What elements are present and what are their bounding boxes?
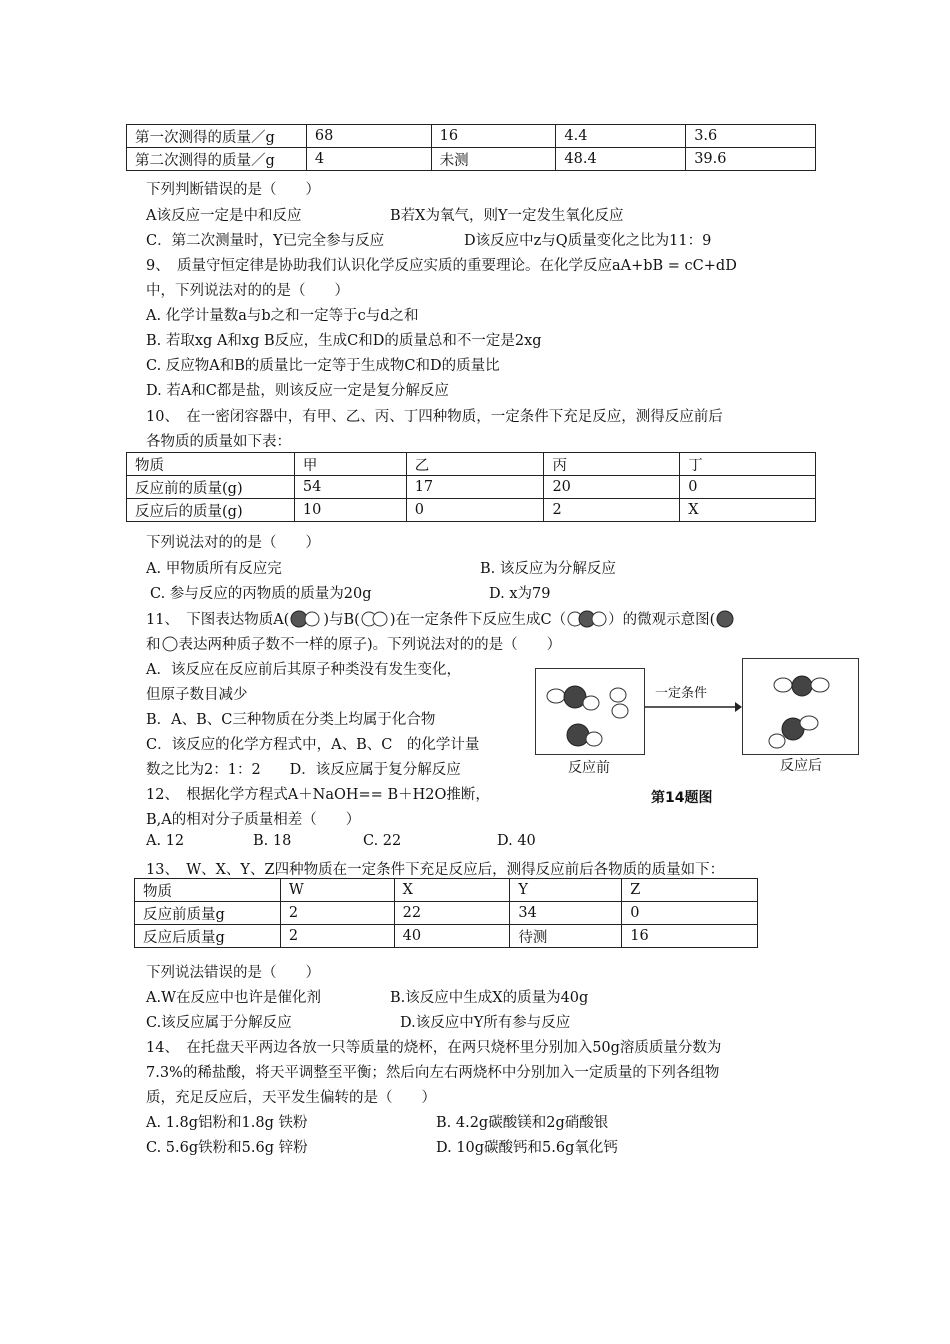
table-cell: 丙 (544, 453, 680, 476)
top-mass-table (126, 124, 816, 171)
before-box (535, 668, 645, 755)
table-cell: 反应前质量g (135, 902, 281, 925)
molecule-b-icon (360, 610, 390, 628)
table-cell: 16 (431, 125, 556, 148)
table-cell: 2 (544, 499, 680, 522)
q13-option-a: A.W在反应中也许是催化剂 (146, 990, 321, 1006)
before-molecules (536, 669, 644, 754)
q10-line1: 10、 在一密闭容器中，有甲、乙、丙、丁四种物质，一定条件下充足反应，测得反应前后 (146, 409, 723, 425)
table-cell: 未测 (431, 148, 556, 171)
q11-text-c: )在一定条件下反应生成C（ (389, 612, 567, 628)
table-cell: 4 (306, 148, 431, 171)
table-cell: 0 (680, 476, 816, 499)
q9-option-c: C. 反应物A和B的质量比一定等于生成物C和D的质量比 (146, 358, 500, 374)
q13-mass-table (134, 878, 758, 948)
q8-option-c: C．第二次测量时，Y已完全参与反应 (146, 233, 385, 249)
table-cell: 34 (510, 902, 622, 925)
q14-option-b: B. 4.2g碳酸镁和2g硝酸银 (436, 1115, 609, 1131)
q8-option-b: B若X为氧气，则Y一定发生氧化反应 (390, 208, 624, 224)
table-cell: 40 (394, 925, 510, 948)
table-cell: 54 (294, 476, 406, 499)
table-cell: 4.4 (556, 125, 686, 148)
molecule-c-icon (566, 610, 608, 628)
table-cell: 0 (406, 499, 544, 522)
q10-option-b: B. 该反应为分解反应 (480, 561, 616, 577)
table-cell: 17 (406, 476, 544, 499)
q10-option-d: D. x为79 (489, 586, 551, 602)
table-row (135, 925, 758, 948)
condition-label: 一定条件 (655, 686, 708, 701)
q11-text-f: 表达两种质子数不一样的原子)。下列说法对的的是（ ） (178, 637, 562, 653)
table-cell: 反应前的质量(g) (127, 476, 295, 499)
q14-line2: 7.3%的稀盐酸，将天平调整至平衡；然后向左右两烧杯中分别加入一定质量的下列各组物 (146, 1065, 720, 1081)
table-cell: 反应后质量g (135, 925, 281, 948)
q11-text-b: )与B( (323, 612, 360, 628)
table-cell: 第一次测得的质量／g (127, 125, 307, 148)
table-row (135, 879, 758, 902)
molecule-a-icon (289, 610, 323, 628)
q11-option-b: B．A、B、C三种物质在分类上均属于化合物 (146, 712, 436, 728)
table-cell: 反应后的质量(g) (127, 499, 295, 522)
q10-mass-table (126, 452, 816, 522)
table-cell: 48.4 (556, 148, 686, 171)
q14-line3: 质，充足反应后，天平发生偏转的是（ ） (146, 1090, 436, 1106)
q10-option-c: C. 参与反应的丙物质的质量为20g (150, 586, 372, 602)
q8-option-a: A该反应一定是中和反应 (146, 208, 302, 224)
q9-option-d: D. 若A和C都是盐，则该反应一定是复分解反应 (146, 383, 449, 399)
q10-stem: 下列说法对的的是（ ） (146, 535, 320, 551)
figure-caption: 第14题图 (651, 790, 713, 806)
q11-text-a: 11、 下图表达物质A( (146, 612, 290, 628)
q9-line2: 中，下列说法对的的是（ ） (146, 283, 349, 299)
table-cell: 甲 (294, 453, 406, 476)
q12-line2: B,A的相对分子质量相差（ ） (146, 812, 361, 828)
q8-stem: 下列判断错误的是（ ） (146, 182, 320, 198)
q12-line1: 12、 根据化学方程式A＋NaOH== B＋H2O推断， (146, 787, 490, 803)
q13-option-c: C.该反应属于分解反应 (146, 1015, 292, 1031)
table-cell: 乙 (406, 453, 544, 476)
table-cell: 第二次测得的质量／g (127, 148, 307, 171)
after-molecules (743, 659, 858, 754)
table-cell: 68 (306, 125, 431, 148)
before-label: 反应前 (568, 760, 610, 776)
q13-stem: 下列说法错误的是（ ） (146, 965, 320, 981)
table-cell: W (280, 879, 394, 902)
q11-line2 (146, 633, 561, 654)
table-cell: Z (622, 879, 758, 902)
after-box (742, 658, 859, 755)
q11-option-c-line1: C．该反应的化学方程式中，A、B、C 的化学计量 (146, 737, 480, 753)
q13-option-b: B.该反应中生成X的质量为40g (390, 990, 589, 1006)
table-cell: X (394, 879, 510, 902)
table-cell: 丁 (680, 453, 816, 476)
after-label: 反应后 (780, 758, 822, 774)
table-cell: 物质 (135, 879, 281, 902)
table-row (127, 453, 816, 476)
q11-line1 (146, 608, 735, 629)
q9-line1: 9、 质量守恒定律是协助我们认识化学反应实质的重要理论。在化学反应aA+bB = cC+dD (146, 258, 737, 274)
q13-option-d: D.该反应中Y所有参与反应 (400, 1015, 571, 1031)
table-cell: 22 (394, 902, 510, 925)
q8-option-d: D该反应中z与Q质量变化之比为11：9 (464, 233, 712, 249)
table-cell: 物质 (127, 453, 295, 476)
table-cell: 3.6 (686, 125, 816, 148)
q12-option-d: D. 40 (497, 833, 536, 849)
q10-line2: 各物质的质量如下表： (146, 434, 291, 450)
q11-option-a-line2: 但原子数目减少 (146, 687, 248, 703)
table-cell: 0 (622, 902, 758, 925)
table-row (135, 902, 758, 925)
table-cell: Y (510, 879, 622, 902)
light-atom-icon (161, 635, 179, 653)
table-cell: 20 (544, 476, 680, 499)
q11-option-a-line1: A．该反应在反应前后其原子种类没有发生变化， (146, 662, 461, 678)
table-row (127, 125, 816, 148)
table-row (127, 148, 816, 171)
q9-option-a: A. 化学计量数a与b之和一定等于c与d之和 (146, 308, 419, 324)
q12-option-a: A. 12 (146, 833, 185, 849)
q11-text-d: ）的微观示意图( (608, 612, 716, 628)
dark-atom-icon (715, 609, 735, 629)
q9-option-b: B. 若取xg A和xg B反应，生成C和D的质量总和不一定是2xg (146, 333, 542, 349)
q12-option-c: C. 22 (363, 833, 402, 849)
q14-option-a: A. 1.8g铝粉和1.8g 铁粉 (146, 1115, 308, 1131)
table-cell: 待测 (510, 925, 622, 948)
q12-option-b: B. 18 (253, 833, 292, 849)
table-row (127, 499, 816, 522)
table-cell: 2 (280, 925, 394, 948)
arrow-icon (643, 700, 743, 714)
q14-line1: 14、 在托盘天平两边各放一只等质量的烧杯，在两只烧杯里分别加入50g溶质质量分数为 (146, 1040, 722, 1056)
q13-line1: 13、 W、X、Y、Z四种物质在一定条件下充足反应后，测得反应前后各物质的质量如下： (146, 862, 725, 878)
q14-option-c: C. 5.6g铁粉和5.6g 锌粉 (146, 1140, 308, 1156)
table-cell: 2 (280, 902, 394, 925)
q10-option-a: A. 甲物质所有反应完 (146, 561, 282, 577)
table-row (127, 476, 816, 499)
table-cell: X (680, 499, 816, 522)
table-cell: 16 (622, 925, 758, 948)
table-cell: 10 (294, 499, 406, 522)
q14-option-d: D. 10g碳酸钙和5.6g氧化钙 (436, 1140, 618, 1156)
q11-text-e: 和 (146, 637, 161, 653)
table-cell: 39.6 (686, 148, 816, 171)
q11-option-c-line2: 数之比为2：1：2 D．该反应属于复分解反应 (146, 762, 461, 778)
